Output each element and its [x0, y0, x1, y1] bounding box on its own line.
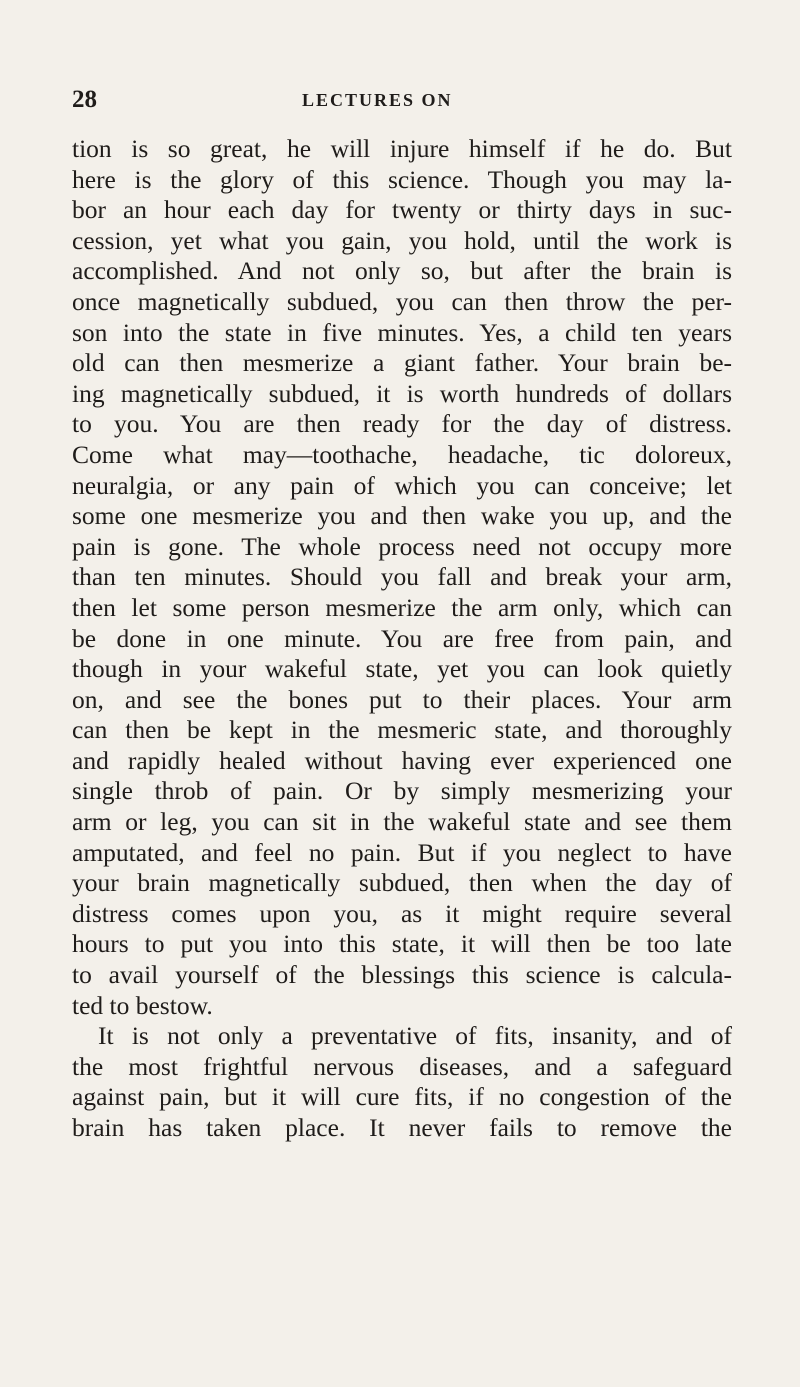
text-line: accomplished. And not only so, but after the brain is: [72, 256, 732, 286]
page-number: 28: [72, 86, 97, 113]
text-line: the most frightful nervous diseases, and a safeguard: [72, 1051, 732, 1081]
text-line: hours to put you into this state, it will then be too late: [72, 929, 732, 959]
text-line: tion is so great, he will injure himself if he do. But: [72, 134, 732, 163]
text-line: than ten minutes. Should you fall and break your arm,: [72, 562, 732, 592]
text-line: neuralgia, or any pain of which you can conceive; let: [72, 470, 732, 500]
text-line: Come what may—toothache, headache, tic doloreux,: [72, 439, 732, 469]
text-line: and rapidly healed without having ever experienced one: [72, 745, 732, 775]
text-line: It is not only a preventative of fits, insanity, and of: [98, 1021, 732, 1051]
text-line: ing magnetically subdued, it is worth hundreds of dollars: [72, 378, 732, 408]
running-head: LECTURES ON: [302, 90, 453, 110]
text-line: to avail yourself of the blessings this science is calcula-: [72, 960, 732, 990]
text-line: son into the state in five minutes. Yes, a child ten years: [72, 317, 732, 347]
text-line: against pain, but it will cure fits, if no congestion of the: [72, 1082, 732, 1112]
text-line: ted to bestow.: [72, 990, 213, 1020]
text-line: brain has taken place. It never fails to remove the: [72, 1113, 732, 1142]
text-line: be done in one minute. You are free from pain, and: [72, 623, 732, 653]
page-header: [72, 86, 728, 114]
text-line: bor an hour each day for twenty or thirty days in suc-: [72, 195, 732, 225]
body-text: [72, 134, 732, 1144]
text-line: your brain magnetically subdued, then when the day of: [72, 868, 732, 898]
text-line: here is the glory of this science. Though you may la-: [72, 164, 732, 194]
text-line: distress comes upon you, as it might require several: [72, 898, 732, 928]
text-line: though in your wakeful state, yet you can look quietly: [72, 654, 732, 684]
text-line: cession, yet what you gain, you hold, until the work is: [72, 225, 732, 255]
text-line: single throb of pain. Or by simply mesmerizing your: [72, 776, 732, 806]
text-line: arm or leg, you can sit in the wakeful state and see them: [72, 807, 732, 837]
text-line: to you. You are then ready for the day of distress.: [72, 409, 732, 439]
text-line: old can then mesmerize a giant father. Your brain be-: [72, 348, 732, 378]
text-line: some one mesmerize you and then wake you up, and the: [72, 501, 732, 531]
text-line: on, and see the bones put to their places. Your arm: [72, 684, 732, 714]
text-line: once magnetically subdued, you can then throw the per-: [72, 286, 732, 316]
text-line: can then be kept in the mesmeric state, and thoroughly: [72, 715, 732, 745]
text-line: amputated, and feel no pain. But if you neglect to have: [72, 837, 732, 867]
text-line: pain is gone. The whole process need not occupy more: [72, 531, 732, 561]
text-line: then let some person mesmerize the arm only, which can: [72, 592, 732, 622]
